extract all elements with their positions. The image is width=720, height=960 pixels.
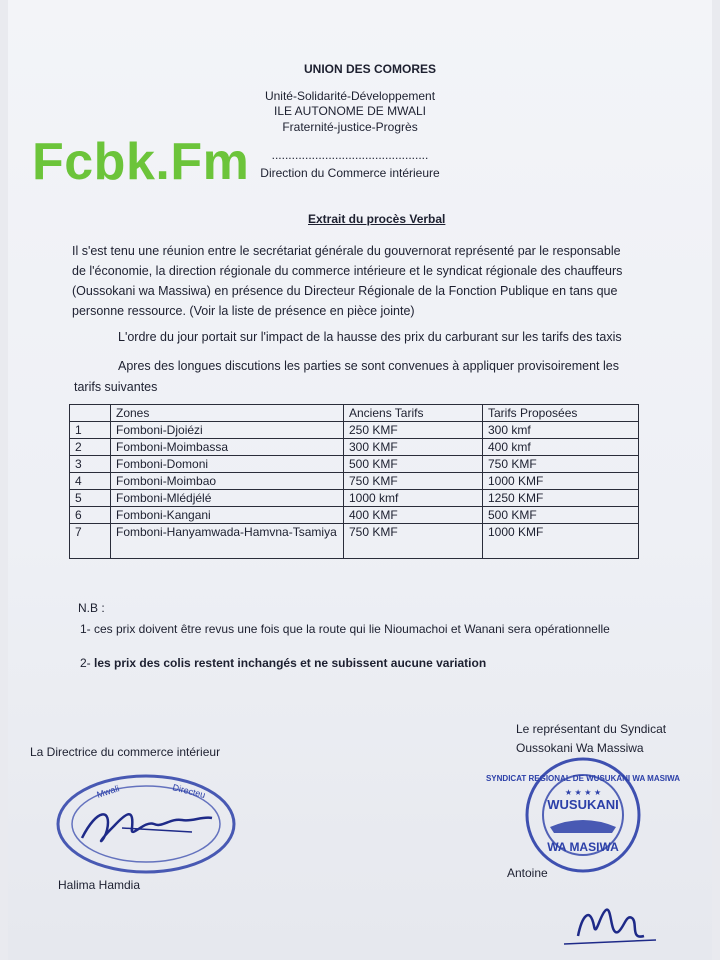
- nb-item-2-number: 2-: [80, 656, 91, 670]
- table-cell: 500 KMF: [344, 456, 483, 473]
- right-signatory-org: Oussokani Wa Massiwa: [516, 741, 644, 755]
- table-header-cell: [70, 405, 111, 422]
- table-header-cell: Tarifs Proposées: [483, 405, 639, 422]
- table-cell: 4: [70, 473, 111, 490]
- table-header-cell: Anciens Tarifs: [344, 405, 483, 422]
- table-cell: Fomboni-Djoiézi: [111, 422, 344, 439]
- table-cell: 300 KMF: [344, 439, 483, 456]
- paragraph-agenda: L'ordre du jour portait sur l'impact de la hausse des prix du carburant sur les tarifs des taxis: [118, 330, 622, 344]
- table-cell: Fomboni-Domoni: [111, 456, 344, 473]
- island-name: ILE AUTONOME DE MWALI: [273, 104, 427, 118]
- left-official-stamp: [52, 768, 240, 880]
- table-cell: Fomboni-Kangani: [111, 507, 344, 524]
- table-row: [70, 439, 639, 456]
- paragraph-line: Il s'est tenu une réunion entre le secrétariat générale du gouvernorat représenté par le responsable: [72, 244, 621, 258]
- table-cell: 750 KMF: [483, 456, 639, 473]
- table-cell: 1: [70, 422, 111, 439]
- right-handwritten-signature: [560, 896, 660, 952]
- direction-name: Direction du Commerce intérieure: [260, 166, 440, 180]
- table-row: [70, 422, 639, 439]
- table-cell: Fomboni-Hanyamwada-Hamvna-Tsamiya: [111, 524, 344, 559]
- table-cell: 500 KMF: [483, 507, 639, 524]
- dotted-line: ...............................................: [271, 148, 429, 162]
- right-signatory-name: Antoine: [507, 866, 548, 880]
- table-cell: 1000 KMF: [483, 524, 639, 559]
- table-cell: 7: [70, 524, 111, 559]
- table-cell: 6: [70, 507, 111, 524]
- stamp-bottom-word: WA MASIWA: [547, 840, 619, 854]
- right-signatory-title: Le représentant du Syndicat: [516, 722, 667, 736]
- island-motto: Fraternité-justice-Progrès: [282, 120, 418, 134]
- paragraph-agreement: Apres des longues discutions les parties se sont convenues à appliquer provisoirement les: [118, 359, 619, 373]
- tariff-table: [69, 404, 639, 559]
- paragraph-intro: [72, 241, 672, 321]
- country-heading: UNION DES COMORES: [303, 62, 436, 76]
- table-header-row: [70, 405, 639, 422]
- table-cell: 400 KMF: [344, 507, 483, 524]
- table-row: [70, 490, 639, 507]
- table-cell: 2: [70, 439, 111, 456]
- table-cell: 1000 KMF: [483, 473, 639, 490]
- table-cell: 300 kmf: [483, 422, 639, 439]
- table-cell: 750 KMF: [344, 524, 483, 559]
- table-row: [70, 456, 639, 473]
- table-cell: 750 KMF: [344, 473, 483, 490]
- table-cell: 250 KMF: [344, 422, 483, 439]
- nb-label: N.B :: [78, 601, 105, 615]
- paragraph-agreement-cont: tarifs suivantes: [74, 380, 158, 394]
- nb-item-1: 1- ces prix doivent être revus une fois que la route qui lie Nioumachoi et Wanani sera opérationnelle: [80, 622, 610, 636]
- table-cell: 1250 KMF: [483, 490, 639, 507]
- nb-item-2: [80, 656, 486, 670]
- paragraph-line: personne ressource. (Voir la liste de présence en pièce jointe): [72, 304, 415, 318]
- watermark-logo: Fcbk.Fm: [32, 133, 250, 191]
- national-motto: Unité-Solidarité-Développement: [264, 89, 436, 103]
- table-cell: 3: [70, 456, 111, 473]
- table-cell: 5: [70, 490, 111, 507]
- table-cell: Fomboni-Moimbassa: [111, 439, 344, 456]
- left-signatory-name: Halima Hamdia: [58, 878, 141, 892]
- table-cell: Fomboni-Moimbao: [111, 473, 344, 490]
- nb-item-2-text: les prix des colis restent inchangés et ne subissent aucune variation: [94, 656, 487, 670]
- table-cell: Fomboni-Mlédjélé: [111, 490, 344, 507]
- stamp-stars: ★ ★ ★ ★: [564, 788, 602, 797]
- stamp-ring-text: SYNDICAT REGIONAL DE WUSUKANI WA MASIWA: [485, 774, 681, 783]
- document-title: Extrait du procès Verbal: [308, 212, 446, 226]
- right-syndicate-stamp: [485, 755, 681, 875]
- table-cell: 1000 kmf: [344, 490, 483, 507]
- table-row: [70, 524, 639, 559]
- left-signatory-title: La Directrice du commerce intérieur: [30, 745, 221, 759]
- table-row: [70, 473, 639, 490]
- svg-text:Mwali: Mwali: [95, 783, 121, 800]
- table-row: [70, 507, 639, 524]
- table-header-cell: Zones: [111, 405, 344, 422]
- car-icon: [550, 820, 616, 833]
- svg-text:Directeu: Directeu: [171, 782, 207, 801]
- paragraph-line: de l'économie, la direction régionale du commerce intérieure et le syndicat régionale des chauffeurs: [72, 264, 623, 278]
- table-cell: 400 kmf: [483, 439, 639, 456]
- paragraph-line: (Oussokani wa Massiwa) en présence du Directeur Régionale de la Fonction Publique en tans que: [72, 284, 618, 298]
- stamp-top-word: WUSUKANI: [547, 797, 619, 812]
